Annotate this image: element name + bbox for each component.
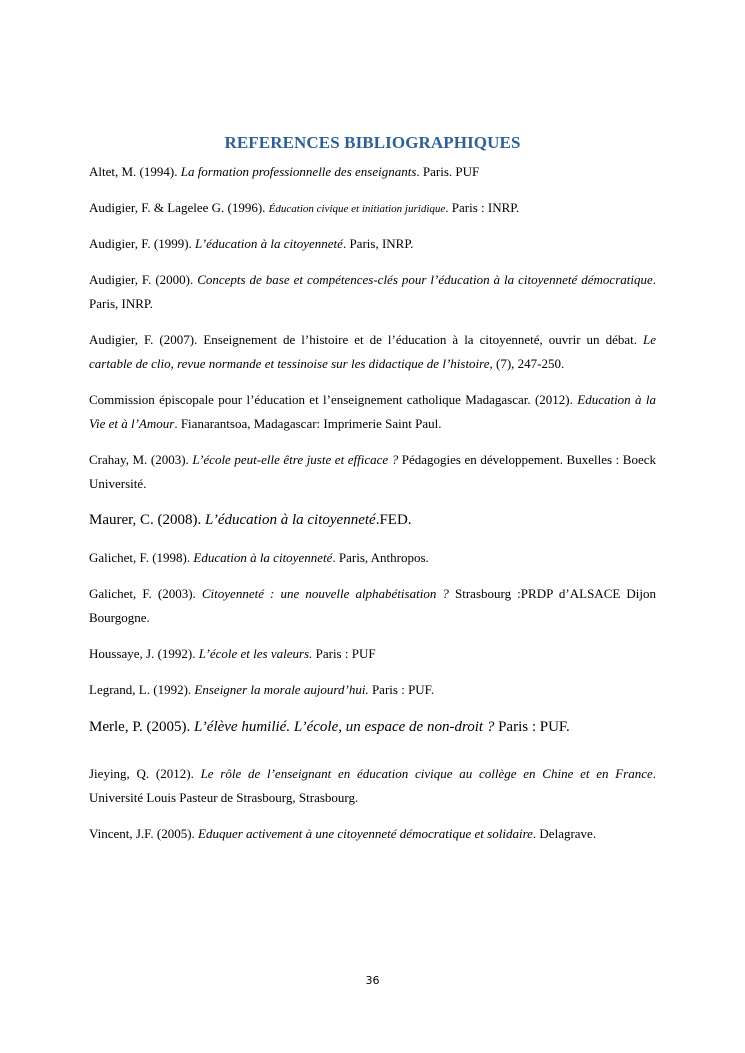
reference-work-title: Citoyenneté : une nouvelle alphabétisation ? (201, 586, 449, 601)
reference-entry (89, 388, 656, 436)
reference-entry (89, 232, 656, 256)
reference-author: Altet, M. (1994). (89, 164, 181, 179)
reference-work-title: Eduquer activement à une citoyenneté démocratique et solidaire (198, 826, 533, 841)
reference-author: Galichet, F. (2003). (89, 586, 202, 601)
reference-entry (89, 822, 656, 846)
reference-work-title: L’élève humilié. L’école, un espace de non-droit ? (194, 719, 495, 735)
reference-publisher: Paris : PUF. (494, 719, 570, 735)
reference-publisher: . Université Louis Pasteur de Strasbourg, Strasbourg. (89, 766, 656, 805)
reference-author: Audigier, F. & Lagelee G. (1996). (89, 200, 269, 215)
reference-work-title: La formation professionnelle des enseignants (180, 164, 417, 179)
reference-publisher: Pédagogies en développement. Buxelles : Boeck Université. (89, 452, 656, 491)
reference-author: Merle, P. (2005). (89, 719, 194, 735)
reference-author: Vincent, J.F. (2005). (89, 826, 199, 841)
reference-work-title: Concepts de base et compétences-clés pour l’éducation à la citoyenneté démocratique (197, 272, 653, 287)
reference-publisher: . Delagrave. (532, 826, 597, 841)
reference-publisher: Strasbourg :PRDP d’ALSACE Dijon Bourgogne. (89, 586, 656, 625)
reference-publisher: Paris : PUF (312, 646, 376, 661)
reference-publisher: Paris : PUF. (368, 682, 435, 697)
reference-entry (89, 328, 656, 376)
reference-entry (89, 546, 656, 570)
reference-publisher: . Fianarantsoa, Madagascar: Imprimerie Saint Paul. (174, 416, 442, 431)
reference-author: Houssaye, J. (1992). (89, 646, 199, 661)
reference-entry (89, 762, 656, 810)
reference-publisher: . Paris, INRP. (342, 236, 414, 251)
reference-entry (89, 196, 656, 221)
reference-entry (89, 715, 656, 739)
reference-author: Audigier, F. (1999). (89, 236, 196, 251)
reference-publisher: . Paris, INRP. (89, 272, 656, 311)
reference-publisher: . Paris : INRP. (445, 200, 520, 215)
reference-author: Legrand, L. (1992). (89, 682, 195, 697)
reference-author: Audigier, F. (2000). (89, 272, 198, 287)
reference-entry (89, 160, 656, 184)
reference-entry (89, 642, 656, 666)
reference-entry (89, 448, 656, 496)
reference-entry (89, 582, 656, 630)
reference-work-title: Education à la Vie et à l’Amour (89, 392, 656, 431)
reference-publisher: .FED. (375, 512, 412, 528)
reference-author: Crahay, M. (2003). (89, 452, 193, 467)
reference-work-title: L’école peut-elle être juste et efficace ? (192, 452, 399, 467)
reference-work-title: L’éducation à la citoyenneté (205, 512, 376, 528)
reference-author: Galichet, F. (1998). (89, 550, 194, 565)
reference-entry (89, 678, 656, 702)
reference-author: Jieying, Q. (2012). (89, 766, 201, 781)
reference-author: Commission épiscopale pour l’éducation et l’enseignement catholique Madagascar. (2012). (89, 392, 578, 407)
reference-work-title: Le rôle de l’enseignant en éducation civique au collège en Chine et en France (200, 766, 653, 781)
reference-publisher: . Paris, Anthropos. (332, 550, 429, 565)
reference-entry (89, 268, 656, 316)
reference-entry (89, 508, 656, 532)
reference-work-title: Enseigner la morale aujourd’hui. (194, 682, 369, 697)
reference-publisher: . Paris. PUF (416, 164, 480, 179)
reference-work-title: L’éducation à la citoyenneté (195, 236, 343, 251)
page-number: 36 (365, 974, 380, 987)
reference-publisher: , (7), 247-250. (489, 356, 565, 371)
reference-work-title: Education à la citoyenneté (193, 550, 333, 565)
reference-work-title: Éducation civique et initiation juridique (268, 203, 446, 215)
reference-work-title: Le cartable de clio, revue normande et tessinoise sur les didactique de l’histoire (89, 332, 656, 371)
reference-author: Audigier, F. (2007). Enseignement de l’histoire et de l’éducation à la citoyenneté, ouvrir un débat. (89, 332, 643, 347)
page-title: REFERENCES BIBLIOGRAPHIQUES (224, 133, 521, 152)
reference-author: Maurer, C. (2008). (89, 512, 206, 528)
reference-work-title: L’école et les valeurs. (198, 646, 313, 661)
